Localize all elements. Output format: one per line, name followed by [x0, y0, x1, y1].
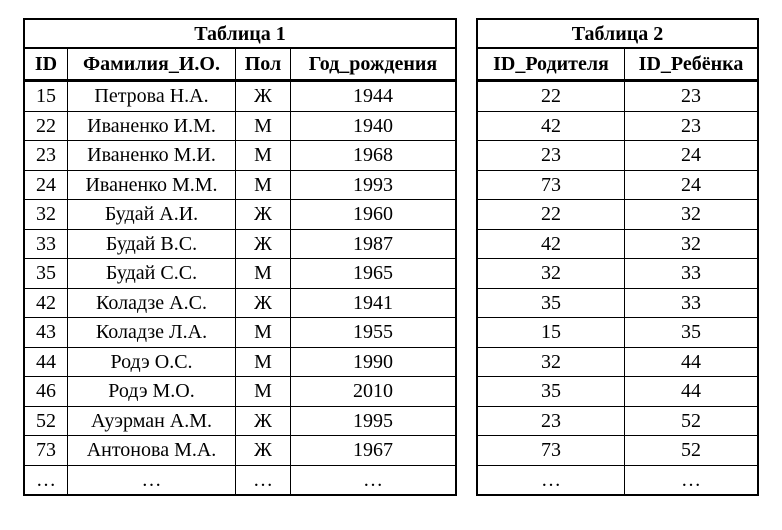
table-cell: 1993 [291, 170, 456, 200]
table-cell: 42 [25, 288, 68, 318]
table-cell: 22 [25, 111, 68, 141]
table-row [478, 259, 758, 289]
column-header: ID [25, 48, 68, 81]
table-row [478, 229, 758, 259]
table-2 [477, 19, 758, 495]
table-cell: 1967 [291, 436, 456, 466]
table-cell: 35 [478, 377, 625, 407]
table-cell: … [291, 465, 456, 495]
table-cell: М [236, 259, 291, 289]
table-cell: Будай С.С. [68, 259, 236, 289]
table-cell: 22 [478, 81, 625, 112]
column-header: Фамилия_И.О. [68, 48, 236, 81]
table-cell: Иваненко М.М. [68, 170, 236, 200]
table-2-title: Таблица 2 [478, 20, 758, 49]
table-cell: 22 [478, 200, 625, 230]
table-2-header-row [478, 48, 758, 81]
table-row [478, 406, 758, 436]
table-cell: М [236, 318, 291, 348]
table-row [25, 111, 456, 141]
table-row [25, 259, 456, 289]
table-row [25, 465, 456, 495]
table-cell: 73 [478, 170, 625, 200]
table-1-title: Таблица 1 [25, 20, 456, 49]
table-cell: 15 [25, 81, 68, 112]
table-row [25, 377, 456, 407]
table-cell: 44 [25, 347, 68, 377]
table-cell: 23 [625, 81, 758, 112]
table-cell: 24 [625, 141, 758, 171]
table-cell: 73 [478, 436, 625, 466]
table-cell: 1965 [291, 259, 456, 289]
table-cell: 33 [625, 288, 758, 318]
table-row [25, 288, 456, 318]
table-cell: 35 [478, 288, 625, 318]
table-row [478, 200, 758, 230]
table-cell: Антонова М.А. [68, 436, 236, 466]
table-2-body [478, 81, 758, 495]
table-1-body [25, 81, 456, 495]
table-row [478, 81, 758, 112]
table-cell: М [236, 111, 291, 141]
table-cell: 46 [25, 377, 68, 407]
table-cell: 52 [625, 406, 758, 436]
table-cell: Иваненко И.М. [68, 111, 236, 141]
column-header: Пол [236, 48, 291, 81]
table-cell: Ж [236, 288, 291, 318]
table-row [478, 141, 758, 171]
table-cell: 32 [25, 200, 68, 230]
table-cell: 1995 [291, 406, 456, 436]
table-row [25, 436, 456, 466]
table-cell: 32 [478, 259, 625, 289]
table-cell: 1968 [291, 141, 456, 171]
table-cell: 44 [625, 347, 758, 377]
table-row [25, 229, 456, 259]
table-row [25, 170, 456, 200]
table-cell: 23 [478, 406, 625, 436]
table-cell: Будай В.С. [68, 229, 236, 259]
table-cell: Ж [236, 406, 291, 436]
table-cell: Ж [236, 81, 291, 112]
table-cell: 1990 [291, 347, 456, 377]
table-cell: 24 [25, 170, 68, 200]
table-cell: 44 [625, 377, 758, 407]
table-row [478, 288, 758, 318]
table-row [25, 141, 456, 171]
table-cell: 32 [625, 229, 758, 259]
table-cell: 42 [478, 229, 625, 259]
table-1 [24, 19, 456, 495]
table-cell: Родэ М.О. [68, 377, 236, 407]
table-cell: … [478, 465, 625, 495]
table-cell: Ж [236, 200, 291, 230]
table-row [478, 465, 758, 495]
column-header: Год_рождения [291, 48, 456, 81]
table-cell: М [236, 377, 291, 407]
table-row [478, 377, 758, 407]
table-cell: 1940 [291, 111, 456, 141]
table-cell: 15 [478, 318, 625, 348]
table-cell: Родэ О.С. [68, 347, 236, 377]
table-1-header-row [25, 48, 456, 81]
column-header: ID_Ребёнка [625, 48, 758, 81]
column-header: ID_Родителя [478, 48, 625, 81]
table-row [25, 318, 456, 348]
table-cell: Петрова Н.А. [68, 81, 236, 112]
table-cell: 43 [25, 318, 68, 348]
table-cell: 32 [478, 347, 625, 377]
table-cell: 23 [478, 141, 625, 171]
table-cell: Ж [236, 229, 291, 259]
table-cell: 23 [25, 141, 68, 171]
table-cell: М [236, 347, 291, 377]
table-cell: … [236, 465, 291, 495]
table-row [478, 111, 758, 141]
table-cell: … [625, 465, 758, 495]
table-row [25, 406, 456, 436]
table-cell: 23 [625, 111, 758, 141]
table-cell: 1941 [291, 288, 456, 318]
table-row [478, 318, 758, 348]
table-cell: М [236, 141, 291, 171]
table-row [25, 347, 456, 377]
table-cell: Будай А.И. [68, 200, 236, 230]
table-cell: 1987 [291, 229, 456, 259]
table-cell: … [25, 465, 68, 495]
table-row [25, 81, 456, 112]
table-cell: 42 [478, 111, 625, 141]
table-cell: 1955 [291, 318, 456, 348]
table-cell: 52 [625, 436, 758, 466]
table-row [478, 170, 758, 200]
table-cell: Ж [236, 436, 291, 466]
table-cell: 1960 [291, 200, 456, 230]
table-cell: 35 [25, 259, 68, 289]
table-row [478, 347, 758, 377]
table-cell: 52 [25, 406, 68, 436]
table-cell: 1944 [291, 81, 456, 112]
table-cell: 2010 [291, 377, 456, 407]
table-cell: 33 [25, 229, 68, 259]
table-cell: Коладзе А.С. [68, 288, 236, 318]
table-cell: 33 [625, 259, 758, 289]
table-row [25, 200, 456, 230]
table-cell: Коладзе Л.А. [68, 318, 236, 348]
table-cell: Ауэрман А.М. [68, 406, 236, 436]
table-cell: 24 [625, 170, 758, 200]
table-cell: 35 [625, 318, 758, 348]
table-cell: … [68, 465, 236, 495]
table-cell: М [236, 170, 291, 200]
table-cell: 73 [25, 436, 68, 466]
table-row [478, 436, 758, 466]
table-cell: Иваненко М.И. [68, 141, 236, 171]
table-cell: 32 [625, 200, 758, 230]
